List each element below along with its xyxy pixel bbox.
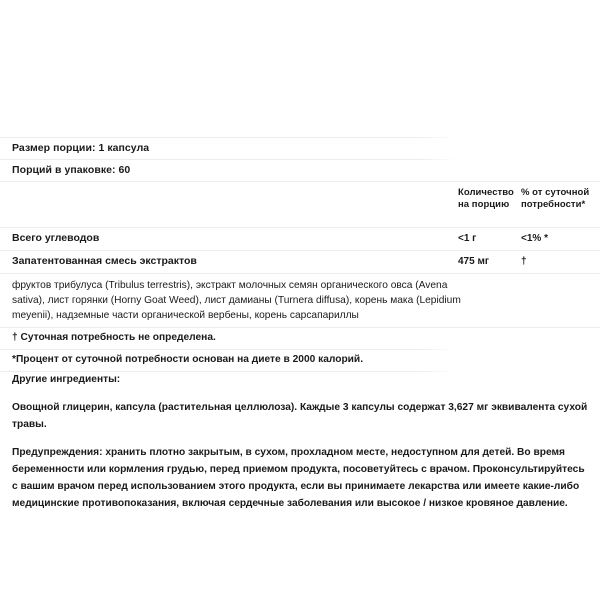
column-header-amount-per-serving: Количество на порцию bbox=[458, 187, 514, 210]
other-ingredients-body: Овощной глицерин, капсула (растительная целлюлоза). Каждые 3 капсулы содержат 3,627 мг эквивалента сухой травы. bbox=[12, 402, 588, 430]
servings-per-container-row bbox=[0, 159, 600, 181]
table-row bbox=[0, 227, 600, 250]
warnings-body: Предупреждения: хранить плотно закрытым, в сухом, прохладном месте, недоступном для детей. Во время беременности или кормления грудью, перед приемом продукта, посоветуйтесь с врачом. Проконсультируйтесь с вашим врачом перед использованием этого продукта, если вы принимаете лекарства или имеете какие-либо медицинские противопоказания, включая сердечные заболевания или высокое / низкое кровяное давление. bbox=[12, 447, 585, 509]
footnote-daily-value-not-established bbox=[0, 327, 600, 349]
nutrient-name: Всего углеводов bbox=[12, 232, 100, 244]
nutrient-daily-value: <1% * bbox=[521, 233, 548, 244]
supplement-facts-panel bbox=[0, 137, 600, 372]
table-column-header-row bbox=[0, 181, 600, 227]
serving-size-text: Размер порции: 1 капсула bbox=[12, 142, 150, 154]
proprietary-blend-description bbox=[0, 273, 494, 327]
nutrient-daily-value: † bbox=[521, 256, 527, 267]
proprietary-blend-text: фруктов трибулуса (Tribulus terrestris), экстракт молочных семян органического овса (Avena sativa), лист горянки (Horny Goat Weed), лист дамианы (Turnera diffusa), корень мака (Lepidium meyenii), надземные части органической вербены, корень сарсапариллы bbox=[12, 280, 461, 321]
other-ingredients-heading: Другие ингредиенты: bbox=[12, 374, 121, 385]
nutrient-amount: 475 мг bbox=[458, 256, 490, 267]
serving-size-row bbox=[0, 137, 600, 159]
footnote-text: *Процент от суточной потребности основан на диете в 2000 калорий. bbox=[12, 354, 364, 365]
footnote-text: † Суточная потребность не определена. bbox=[12, 332, 216, 343]
nutrient-amount: <1 г bbox=[458, 233, 477, 244]
footnote-percent-daily-value-basis bbox=[0, 349, 600, 371]
bottom-text-block bbox=[12, 372, 590, 512]
table-row bbox=[0, 250, 600, 273]
column-header-percent-daily-value: % от суточной потребности* bbox=[521, 187, 590, 210]
servings-per-container-text: Порций в упаковке: 60 bbox=[12, 164, 131, 176]
nutrient-name: Запатентованная смесь экстрактов bbox=[12, 255, 197, 267]
